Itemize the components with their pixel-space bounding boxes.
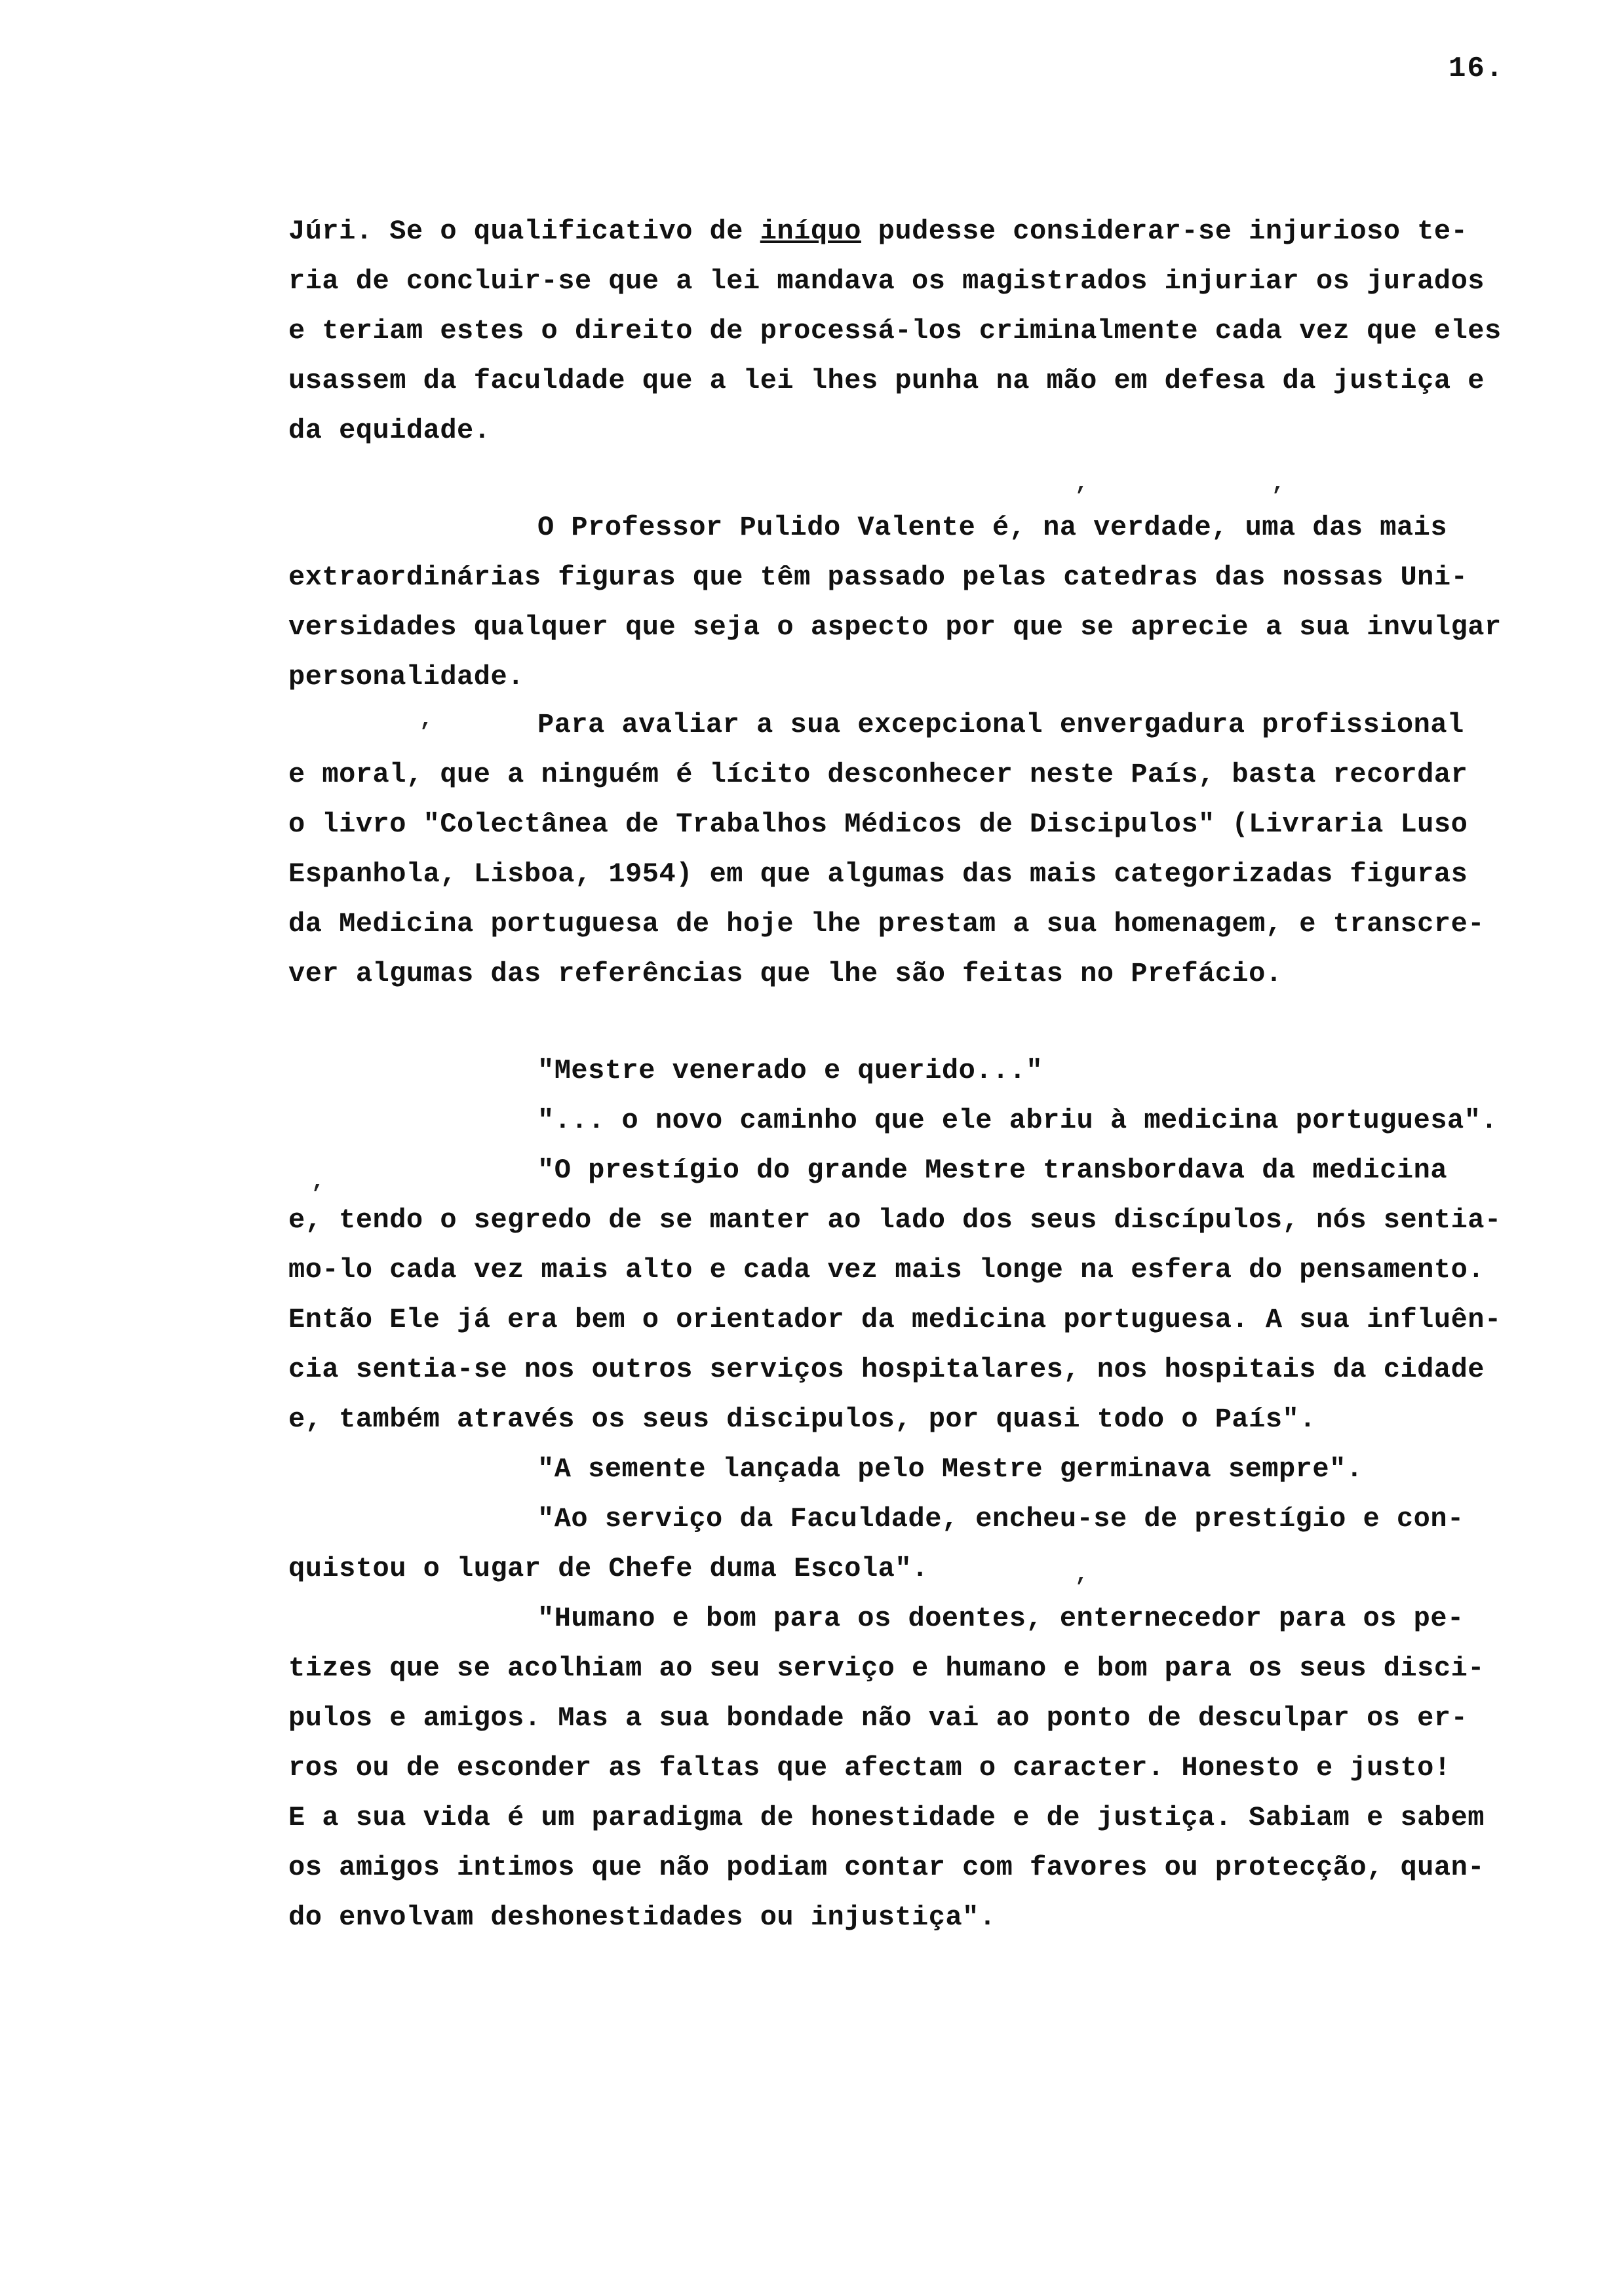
stray-mark: ,: [419, 708, 433, 733]
quote-line: quistou o lugar de Chefe duma Escola".: [288, 1553, 929, 1584]
quote-line: "Mestre venerado e querido...": [537, 1055, 1043, 1086]
stray-mark: ,: [1075, 1563, 1089, 1588]
paragraph-3: [288, 700, 1573, 999]
stray-mark: ,: [311, 1170, 325, 1195]
quote-line: os amigos intimos que não podiam contar com favores ou protecção, quan-: [288, 1852, 1485, 1883]
paragraph-line: ria de concluir-se que a lei mandava os magistrados injuriar os jurados: [288, 265, 1485, 297]
quotations: [288, 1046, 1573, 1942]
stray-mark: ,: [1075, 472, 1089, 497]
quote-line: "Ao serviço da Faculdade, encheu-se de prestígio e con-: [537, 1503, 1464, 1535]
paragraph-line: [288, 206, 1573, 256]
text-run: Júri. Se o qualificativo de: [288, 216, 760, 247]
paragraph-line: e moral, que a ninguém é lícito desconhecer neste País, basta recordar: [288, 759, 1468, 790]
quote-line: e, também através os seus discipulos, por quasi todo o País".: [288, 1404, 1316, 1435]
paragraph-line: da equidade.: [288, 415, 491, 446]
quote-line: e, tendo o segredo de se manter ao lado dos seus discípulos, nós sentia-: [288, 1204, 1502, 1236]
quote-line: "O prestígio do grande Mestre transbordava da medicina: [537, 1155, 1448, 1186]
quote-line: pulos e amigos. Mas a sua bondade não vai ao ponto de desculpar os er-: [288, 1702, 1468, 1734]
quote-line: cia sentia-se nos outros serviços hospitalares, nos hospitais da cidade: [288, 1354, 1485, 1385]
paragraph-line: extraordinárias figuras que têm passado pelas catedras das nossas Uni-: [288, 562, 1468, 593]
paragraph-2: [288, 503, 1573, 702]
quote-line: Então Ele já era bem o orientador da medicina portuguesa. A sua influên-: [288, 1304, 1502, 1335]
quote-line: "Humano e bom para os doentes, enternecedor para os pe-: [537, 1603, 1464, 1634]
quote-line: "A semente lançada pelo Mestre germinava sempre".: [537, 1453, 1363, 1485]
quote-line: tizes que se acolhiam ao seu serviço e humano e bom para os seus disci-: [288, 1653, 1485, 1684]
paragraph-line: o livro "Colectânea de Trabalhos Médicos de Discipulos" (Livraria Luso: [288, 809, 1468, 840]
quote-line: do envolvam deshonestidades ou injustiça".: [288, 1902, 996, 1933]
paragraph-line: versidades qualquer que seja o aspecto por que se aprecie a sua invulgar: [288, 611, 1502, 643]
paragraph-line: Espanhola, Lisboa, 1954) em que algumas das mais categorizadas figuras: [288, 858, 1468, 890]
paragraph-line: O Professor Pulido Valente é, na verdade, uma das mais: [537, 512, 1448, 543]
paragraph-line: Para avaliar a sua excepcional envergadura profissional: [537, 709, 1464, 740]
stray-mark: ,: [1272, 472, 1285, 497]
quote-line: ros ou de esconder as faltas que afectam o caracter. Honesto e justo!: [288, 1752, 1451, 1784]
paragraph-line: da Medicina portuguesa de hoje lhe prestam a sua homenagem, e transcre-: [288, 908, 1485, 940]
page-number: 16.: [1449, 52, 1505, 85]
text-run: pudesse considerar-se injurioso te-: [861, 216, 1468, 247]
paragraph-line: ver algumas das referências que lhe são feitas no Prefácio.: [288, 958, 1283, 989]
quote-line: mo-lo cada vez mais alto e cada vez mais longe na esfera do pensamento.: [288, 1254, 1485, 1286]
quote-line: E a sua vida é um paradigma de honestidade e de justiça. Sabiam e sabem: [288, 1802, 1485, 1833]
paragraph-line: personalidade.: [288, 661, 524, 693]
paragraph-line: e teriam estes o direito de processá-los criminalmente cada vez que eles: [288, 315, 1502, 347]
paragraph-line: usassem da faculdade que a lei lhes punha na mão em defesa da justiça e: [288, 365, 1485, 396]
quote-line: "... o novo caminho que ele abriu à medicina portuguesa".: [537, 1105, 1498, 1136]
underlined-word: iníquo: [760, 216, 861, 247]
paragraph-1: [288, 206, 1573, 455]
